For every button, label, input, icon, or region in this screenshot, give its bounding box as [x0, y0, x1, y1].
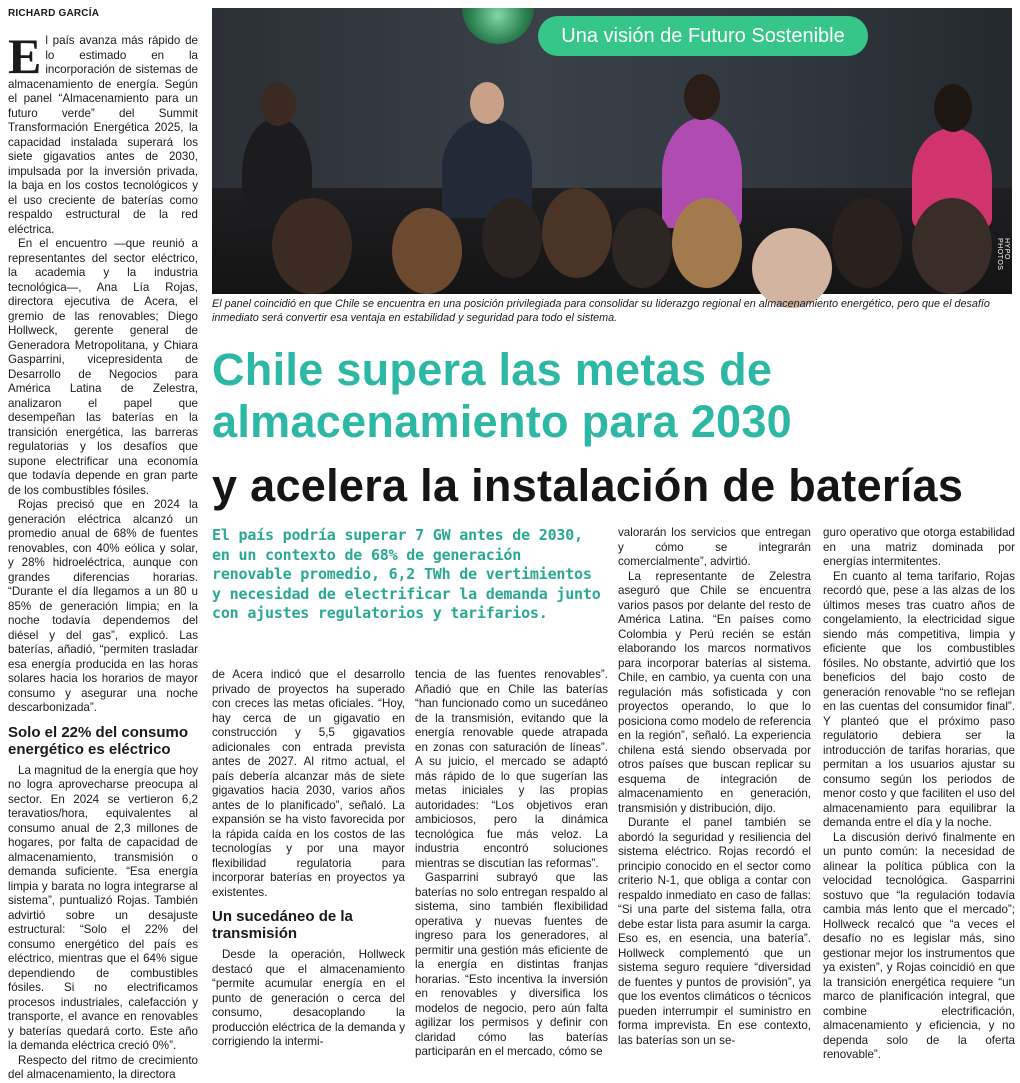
audience-head: [482, 198, 542, 278]
paragraph: tencia de las fuentes renovables”. Añadió que en Chile las baterías “han funcionado como un sucedáneo de la transmisión, evitando que la energía renovable quede atrapada en zonas con saturación de líneas”. A su juicio, el mercado se adaptó más rápido de lo que sugerían las metas iniciales y las propias autoridades: “Los objetivos eran ambiciosos, pero la dinámica tecnológica fue más veloz. La industria encontró soluciones mientras se discutían las reformas”.: [415, 668, 608, 870]
audience-head: [392, 208, 462, 294]
paragraph: La discusión derivó finalmente en un punto común: la necesidad de alinear la política pública con la velocidad tecnológica. Gasparrini sostuvo que “la regulación todavía cambia más lento que el mercado”; Hollweck recalcó que “a veces el desafío no es legislar más, sino gestionar mejor los instrumentos que ya existen”, y Rojas coincidió en que la transición energética requiere “un marco de planificación integral, que combine electrificación, almacenamiento y eficiencia, y no dependa solo de la oferta renovable”.: [823, 830, 1015, 1061]
photo-banner: Una visión de Futuro Sostenible: [538, 16, 868, 56]
panelist-head: [684, 74, 720, 120]
paragraph: [8, 28, 198, 237]
audience-head: [912, 198, 992, 294]
panelist-head: [260, 82, 296, 126]
audience-head: [752, 228, 832, 308]
paragraph-text: l país avanza más rápido de lo estimado en la incorporación de sistemas de almacenamiento de energía. Según el panel “Almacenamiento para un futuro verde” del Summit Transformación Energética 2025, la capacidad instalada superará los siete gigavatios antes de 2030, impulsada por la inversión privada, la baja en los costos tecnológicos y el uso creciente de baterías como respaldo estructural de la red eléctrica.: [8, 34, 198, 236]
audience-head: [672, 198, 742, 288]
headline-secondary: y acelera la instalación de baterías: [212, 460, 964, 511]
audience-head: [612, 208, 672, 288]
paragraph: Respecto del ritmo de crecimiento del almacenamiento, la directora: [8, 1053, 198, 1081]
audience-head: [832, 198, 902, 288]
paragraph: de Acera indicó que el desarrollo privado de proyectos ha superado con creces las metas oficiales. “Hoy, hay cerca de un gigavatio en construcción y 5,5 gigavatios adicionales con entrada prevista antes de 2027. Al ritmo actual, el país debería alcanzar más de siete gigavatios hacia 2030, varios años antes de lo planificado”, señaló. La expansión se ha visto favorecida por la rápida caída en los costos de las tecnologías y por una mayor flexibilidad regulatoria para incorporar baterías en proyectos ya existentes.: [212, 668, 405, 899]
article-column-5: [823, 526, 1015, 1061]
article-column-2: [212, 668, 405, 1048]
event-photo: [212, 8, 1012, 294]
drop-cap: E: [8, 28, 42, 84]
photo-caption: El panel coincidió en que Chile se encuentra en una posición privilegiada para consolidar su liderazgo regional en almacenamiento energético, pero que el desafío inmediato será convertir esa ventaja en estabilidad y seguridad para todo el sistema.: [212, 298, 990, 324]
paragraph: En cuanto al tema tarifario, Rojas recordó que, pese a las alzas de los últimos meses tras cuatro años de congelamiento, la electricidad sigue siendo más competitiva, limpia y eficiente que los combustibles fósiles. No obstante, advirtió que los beneficios del bajo costo de generación renovable “no se reflejan en las cuentas del consumidor final”. Y planteó que el próximo paso regulatorio debiera ser la introducción de tarifas horarias, que permitan a los usuarios ajustar su consumo según los periodos de menor costo y que faciliten el uso del almacenamiento para equilibrar la demanda entre el día y la noche.: [823, 569, 1015, 829]
subheading: Solo el 22% del consumo energético es eléctrico: [8, 723, 189, 758]
article-column-1: [8, 28, 198, 1081]
paragraph: Rojas precisó que en 2024 la generación eléctrica alcanzó un promedio anual de 68% de fuentes renovables, con 40% eólica y solar, y 28% hidroeléctrica, aunque con grandes diferencias horarias. “Durante el día llegamos a un 80 u 85% de generación limpia; en la noche todavía dependemos del diésel y del gas”, explicó. Las baterías, añadió, “permiten trasladar esa energía producida en las horas solares hacia los horarios de mayor consumo y asegurar una noche descarbonizada”.: [8, 498, 198, 714]
paragraph: guro operativo que otorga estabilidad en una matriz dominada por energías intermitentes.: [823, 526, 1015, 568]
lede: El país podría superar 7 GW antes de 2030, en un contexto de 68% de generación renovable promedio, 6,2 TWh de vertimientos y necesidad de electrificar la demanda junto con ajustes regulatorios y tarifarios.: [212, 526, 601, 622]
paragraph: Desde la operación, Hollweck destacó que el almacenamiento “permite acumular energía en el punto de generación o cerca del consumo, desacoplando la producción eléctrica de la demanda y corrigiendo la intermi-: [212, 948, 405, 1048]
article-column-3: [415, 668, 608, 1058]
photo-credit: HYPO PHOTOS: [996, 238, 1010, 271]
audience-head: [272, 198, 352, 294]
panelist-head: [470, 82, 504, 124]
article-column-4: [618, 526, 811, 1047]
panelist-head: [934, 84, 972, 132]
paragraph: Durante el panel también se abordó la seguridad y resiliencia del sistema eléctrico. Rojas recordó el principio conocido en el sector como criterio N-1, que obliga a contar con respaldo inmediato en caso de fallas: “Si una parte del sistema falla, otra debe estar lista para asumir la carga. Eso es, en esencia, una batería”. Hollweck complementó que un sistema seguro requiere “diversidad de fuentes y puntos de provisión”, ya que los eventos climáticos o técnicos pueden interrumpir el suministro en forma imprevista. En ese contexto, las baterías son un se-: [618, 816, 811, 1047]
byline: RICHARD GARCÍA: [8, 8, 100, 19]
paragraph: Gasparrini subrayó que las baterías no solo entregan respaldo al sistema, sino también flexibilidad operativa y nuevas fuentes de ingreso para los generadores, al permitir una gestión más eficiente de la energía en distintas franjas horarias. “Esto incentiva la inversión en renovables y diversifica los modelos de negocio, pero aún falta agilizar los permisos y definir con claridad cómo las baterías participarán en el mercado, cómo se: [415, 871, 608, 1058]
audience-head: [542, 188, 612, 278]
paragraph: En el encuentro —que reunió a representantes del sector eléctrico, la academia y la industria tecnológica—, Ana Lía Rojas, directora ejecutiva de Acera, el gremio de las renovables; Diego Hollweck, gerente general de Generadora Metropolitana, y Chiara Gasparrini, vicepresidenta de Desarrollo de Negocios para América Latina de Zelestra, analizaron el papel que desempeñan las baterías en la transición energética, las barreras regulatorias y los desafíos que supone electrificar una economía que todavía depende en gran parte de los combustibles fósiles.: [8, 237, 198, 497]
paragraph: La magnitud de la energía que hoy no logra aprovecharse preocupa al sector. En 2024 se vertieron 6,2 teravatios/hora, equivalentes al consumo anual de 2,3 millones de hogares, por falta de capacidad de almacenamiento, transmisión o demanda suficiente. “Esa energía limpia y barata no logra integrarse al sistema”, puntualizó Rojas. También advirtió sobre un desajuste estructural: “Solo el 22% del consumo energético del país es eléctrico, mientras que el 64% sigue dependiendo de combustibles fósiles. Si no electrificamos procesos industriales, calefacción y transporte, el avance en renovables y baterías quedará corto. Este año la demanda eléctrica creció 0%”.: [8, 763, 198, 1052]
paragraph: valorarán los servicios que entregan y cómo se integrarán comercialmente”, advirtió.: [618, 526, 811, 568]
headline-primary: Chile supera las metas de almacenamiento para 2030: [212, 344, 793, 447]
subheading: Un sucedáneo de la transmisión: [212, 908, 353, 942]
paragraph: La representante de Zelestra aseguró que Chile se encuentra varios pasos por delante del resto de América Latina. “En países como Colombia y Perú recién se están elaborando los marcos normativos para incorporar baterías al sistema. Chile, en cambio, ya cuenta con una regulación más sofisticada y con proyectos operando, lo que lo posiciona como modelo de referencia en la región”, señaló. La experiencia chilena está siendo observada por otros países que buscan replicar su esquema de integración de almacenamiento en generación, transmisión y distribución, dijo.: [618, 569, 811, 815]
